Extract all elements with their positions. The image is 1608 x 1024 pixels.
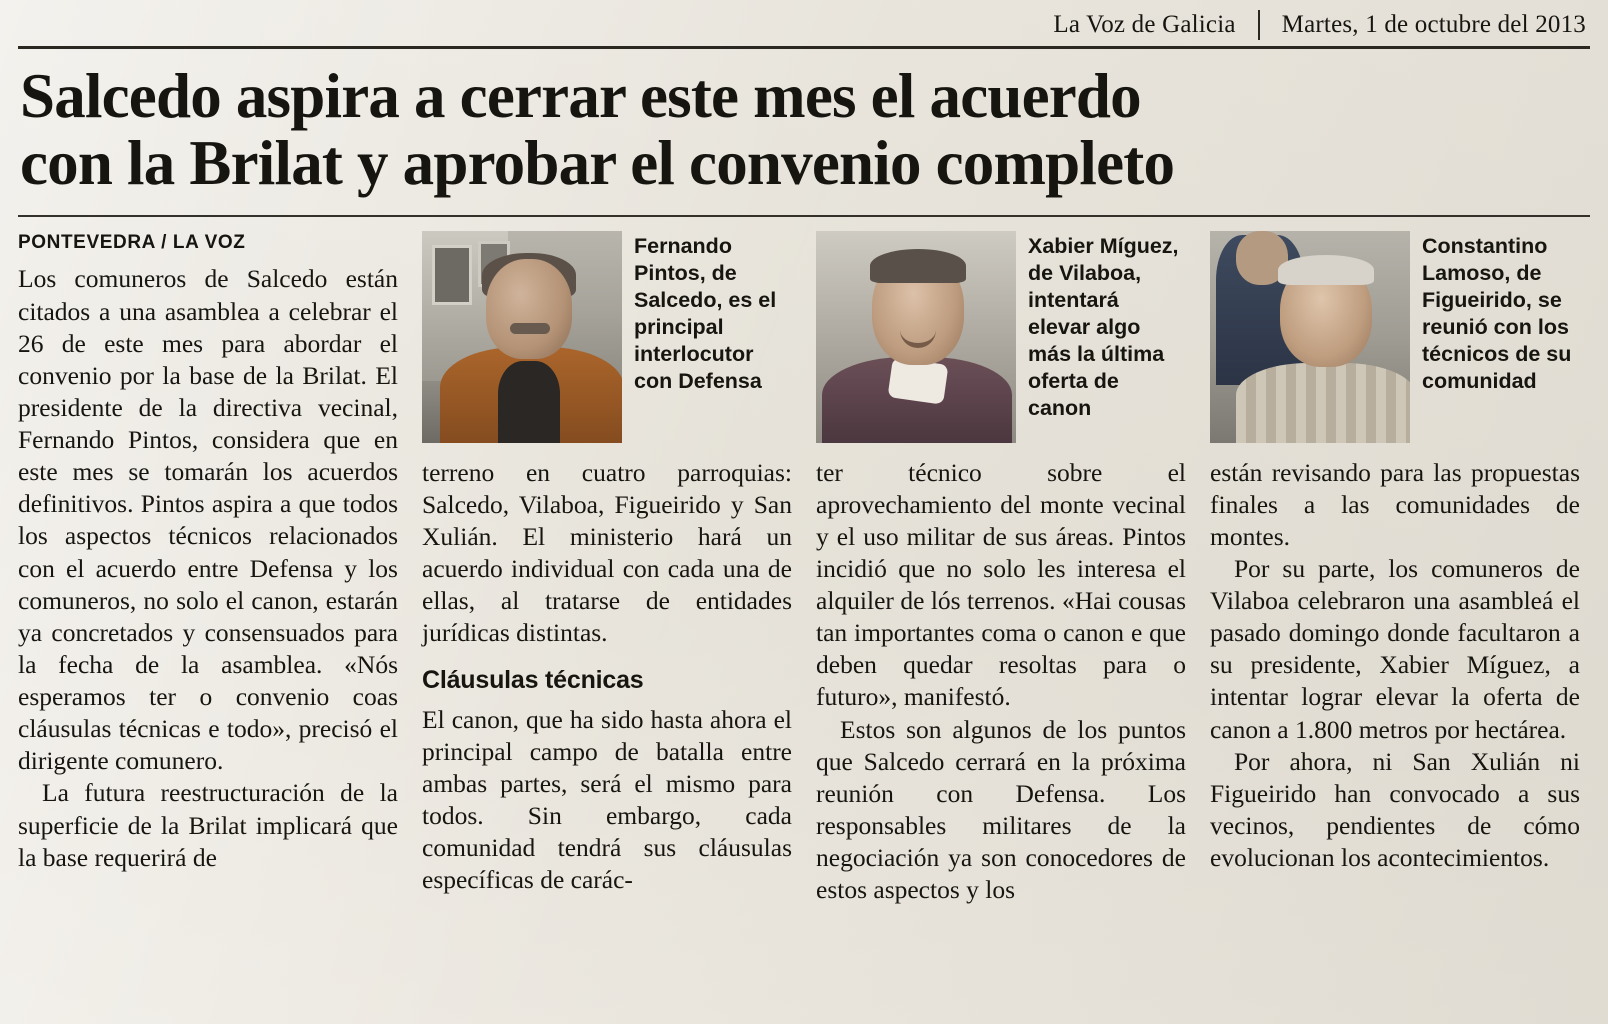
column-gutter	[398, 231, 422, 907]
publication-date: Martes, 1 de octubre del 2013	[1281, 11, 1586, 38]
photo-block-constantino-lamoso	[1210, 231, 1580, 443]
paper-name: La Voz de Galicia	[1053, 11, 1236, 38]
photo-constantino-lamoso	[1210, 231, 1410, 443]
paragraph: Los comuneros de Salcedo están citados a una asamblea a celebrar el 26 de este mes para abordar el convenio por la base de la Brilat. El presidente de la directiva vecinal, Fernando Pintos, considera que en este mes se tomarán los acuerdos definitivos. Pintos aspira a que todos los aspectos técnicos relacionados con el acuerdo entre Defensa y los comuneros, no solo el canon, estarán ya concretados y consensuados para la fecha de la asamblea. «Nós esperamos ter o convenio coas cláusulas técnicas e todo», precisó el dirigente comunero.	[18, 264, 398, 776]
section-subhead: Cláusulas técnicas	[422, 666, 644, 695]
masthead-divider	[1258, 10, 1260, 40]
headline-rule	[18, 215, 1590, 217]
byline: PONTEVEDRA / LA VOZ	[18, 231, 246, 253]
paragraph: Por su parte, los comuneros de Vilaboa celebraron una asambleá el pasado domingo donde facultaron a su presidente, Xabier Míguez, a intentar lograr elevar la oferta de canon a 1.800 metros por hectárea.	[1210, 553, 1580, 744]
headline-line-2: con la Brilat y aprobar el convenio completo	[20, 127, 1175, 198]
paragraph: están revisando para las propuestas finales a las comunidades de montes.	[1210, 457, 1580, 551]
photo-caption: Xabier Míguez, de Vilaboa, intentará elevar algo más la última oferta de canon	[1028, 233, 1179, 420]
article-column-2	[422, 231, 792, 907]
photo-fernando-pintos	[422, 231, 622, 443]
photo-caption: Constantino Lamoso, de Figueirido, se reunió con los técnicos de su comunidad	[1422, 233, 1572, 393]
column-gutter	[1186, 231, 1210, 907]
masthead-rule	[18, 46, 1590, 49]
paragraph: El canon, que ha sido hasta ahora el principal campo de batalla entre ambas partes, será el mismo para todos. Sin embargo, cada comunidad tendrá sus cláusulas específicas de carác-	[422, 704, 792, 895]
headline-line-1: Salcedo aspira a cerrar este mes el acuerdo	[20, 61, 1141, 131]
photo-block-xabier-miguez	[816, 231, 1186, 443]
article-column-1	[18, 231, 398, 907]
column-gutter	[792, 231, 816, 907]
page-title	[20, 63, 1590, 197]
masthead	[18, 0, 1590, 40]
paragraph: Estos son algunos de los puntos que Salcedo cerrará en la próxima reunión con Defensa. Los responsables militares de la negociación ya son conocedores de estos aspectos y los	[816, 714, 1186, 905]
paragraph: terreno en cuatro parroquias: Salcedo, Vilaboa, Figueirido y San Xulián. El ministerio hará un acuerdo individual con cada una de ellas, al tratarse de entidades jurídicas distintas.	[422, 457, 792, 648]
article-column-4	[1210, 231, 1580, 907]
photo-xabier-miguez	[816, 231, 1016, 443]
article-column-3	[816, 231, 1186, 907]
photo-block-fernando-pintos	[422, 231, 792, 443]
paragraph: La futura reestructuración de la superficie de la Brilat implicará que la base requerirá de	[18, 778, 398, 872]
paragraph: Por ahora, ni San Xulián ni Figueirido han convocado a sus vecinos, pendientes de cómo evolucionan los acontecimientos.	[1210, 746, 1580, 873]
photo-caption: Fernando Pintos, de Salcedo, es el principal interlocutor con Defensa	[634, 233, 777, 393]
article-body	[18, 231, 1590, 907]
paragraph: ter técnico sobre el aprovechamiento del monte vecinal y el uso militar de sus áreas. Pintos incidió que no solo les interesa el alquiler de lós terrenos. «Hai cousas tan importantes coma o canon e que deben quedar resoltas para o futuro», manifestó.	[816, 457, 1186, 712]
